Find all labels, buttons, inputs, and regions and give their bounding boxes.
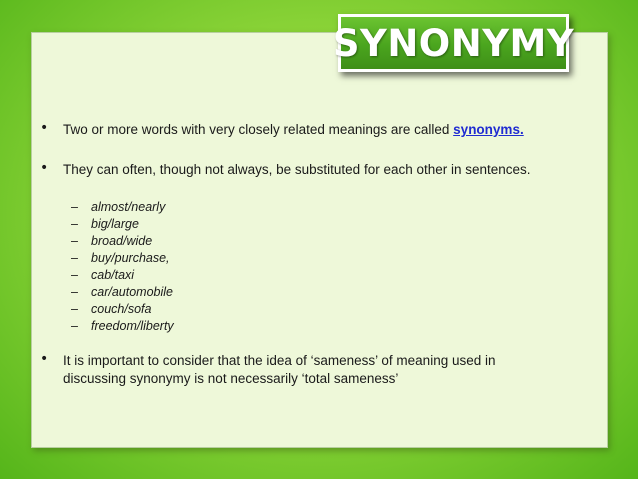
bullet-1-text: Two or more words with very closely related meanings are called [63,122,454,137]
list-item [71,232,174,249]
dash: – [71,284,78,299]
dash: – [71,216,78,231]
list-item [71,215,174,232]
bullet-2: They can often, though not always, be substituted for each other in sentences. [63,162,531,177]
keyword-period: . [519,122,524,137]
dash: – [71,199,78,214]
dash: – [71,250,78,265]
examples-list [71,198,174,334]
dash: – [71,233,78,248]
example-text: car/automobile [91,284,173,299]
list-item [71,266,174,283]
example-text: cab/taxi [91,267,135,282]
keyword-synonyms [453,122,524,137]
example-text: broad/wide [91,233,153,248]
list-item [71,249,174,266]
dash: – [71,318,78,333]
example-text: big/large [91,216,139,231]
bullet-1 [63,121,524,139]
title-banner [332,14,575,72]
bullet-marker: • [40,120,49,136]
example-text: buy/purchase, [91,250,170,265]
dash: – [71,267,78,282]
bullet-3: It is important to consider that the idea of ‘sameness’ of meaning used in discussing synonymy is not necessarily ‘total sameness’ [63,353,496,386]
slide-title: SYNONYMY [332,21,575,65]
example-text: freedom/liberty [91,318,174,333]
keyword-text: synonyms [453,122,520,137]
example-text: almost/nearly [91,199,166,214]
list-item [71,198,174,215]
dash: – [71,301,78,316]
example-text: couch/sofa [91,301,152,316]
list-item [71,317,174,334]
list-item [71,300,174,317]
bullet-marker: • [40,351,49,367]
bullet-marker: • [40,160,49,176]
list-item [71,283,174,300]
